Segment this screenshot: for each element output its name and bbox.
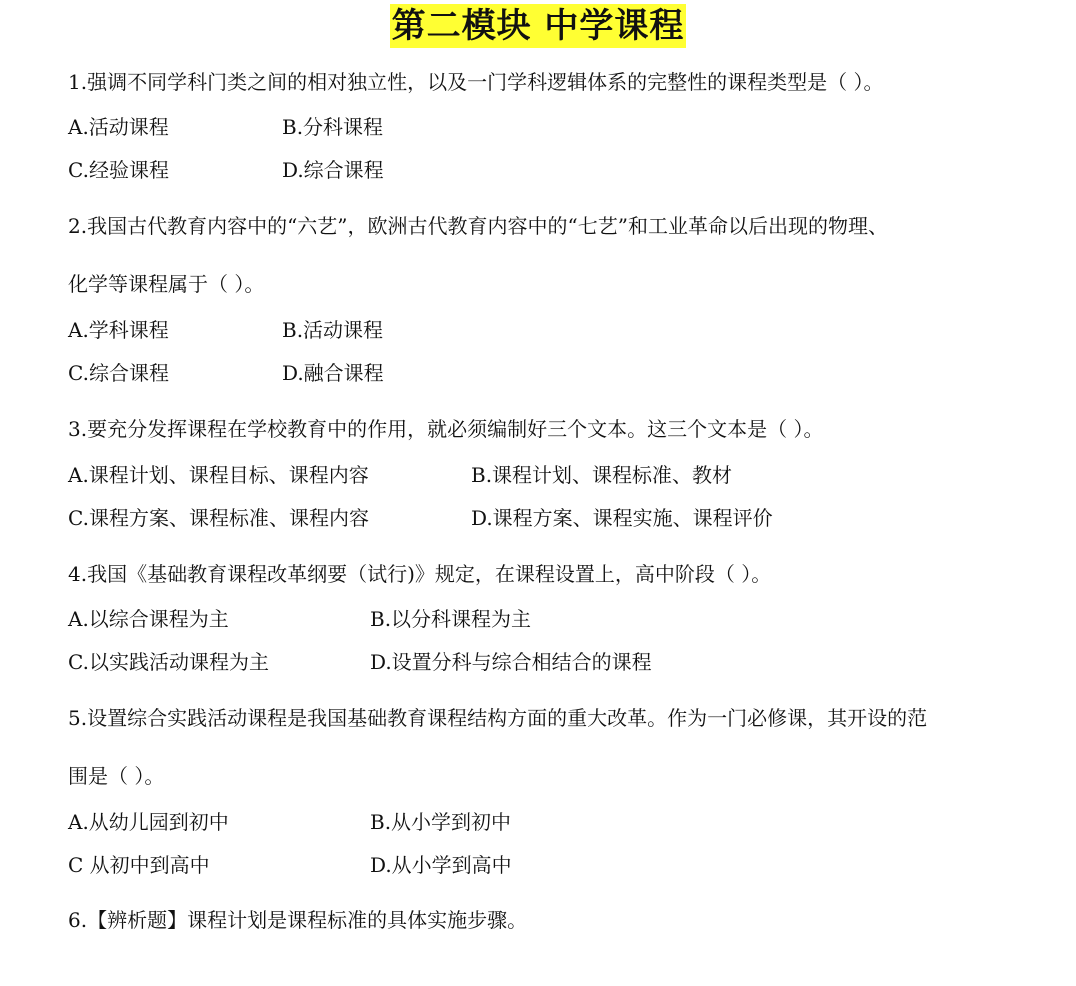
question-3-option-c: C.课程方案、课程标准、课程内容 [68,506,369,530]
question-4-stem: 4.我国《基础教育课程改革纲要（试行)》规定，在课程设置上，高中阶段（ ）。 [68,562,772,586]
question-4-option-d: D.设置分科与综合相结合的课程 [370,650,652,674]
question-5-option-c: C 从初中到高中 [68,853,210,877]
question-1-option-d: D.综合课程 [282,158,384,182]
question-3-option-a: A.课程计划、课程目标、课程内容 [68,463,369,487]
question-4-option-a: A.以综合课程为主 [68,607,229,631]
question-1-option-a: A.活动课程 [68,115,169,139]
title-container [0,4,1076,48]
question-1-option-c: C.经验课程 [68,158,169,182]
question-3-stem: 3.要充分发挥课程在学校教育中的作用，就必须编制好三个文本。这三个文本是（ ）。 [68,417,824,441]
question-5-stem-line-2: 围是（ ）。 [68,764,165,788]
question-5-option-b: B.从小学到初中 [370,810,512,834]
question-1-option-b: B.分科课程 [282,115,384,139]
question-2-option-c: C.综合课程 [68,361,169,385]
question-2-stem-line-1: 2.我国古代教育内容中的“六艺”，欧洲古代教育内容中的“七艺”和工业革命以后出现的物理、 [68,214,888,238]
question-5-stem-line-1: 5.设置综合实践活动课程是我国基础教育课程结构方面的重大改革。作为一门必修课，其开设的范 [68,706,928,730]
question-2-option-b: B.活动课程 [282,318,384,342]
question-2-option-d: D.融合课程 [282,361,384,385]
question-5-option-a: A.从幼儿园到初中 [68,810,229,834]
question-3-option-d: D.课程方案、课程实施、课程评价 [471,506,773,530]
question-3-option-b: B.课程计划、课程标准、教材 [471,463,733,487]
question-5-option-d: D.从小学到高中 [370,853,512,877]
question-2-stem-line-2: 化学等课程属于（ ）。 [68,272,265,296]
question-1-stem: 1.强调不同学科门类之间的相对独立性，以及一门学科逻辑体系的完整性的课程类型是（ ）。 [68,70,884,94]
question-4-option-c: C.以实践活动课程为主 [68,650,269,674]
page-title: 第二模块 中学课程 [391,6,685,46]
question-2-option-a: A.学科课程 [68,318,169,342]
question-4-option-b: B.以分科课程为主 [370,607,532,631]
question-6-stem: 6.【辨析题】课程计划是课程标准的具体实施步骤。 [68,908,528,932]
